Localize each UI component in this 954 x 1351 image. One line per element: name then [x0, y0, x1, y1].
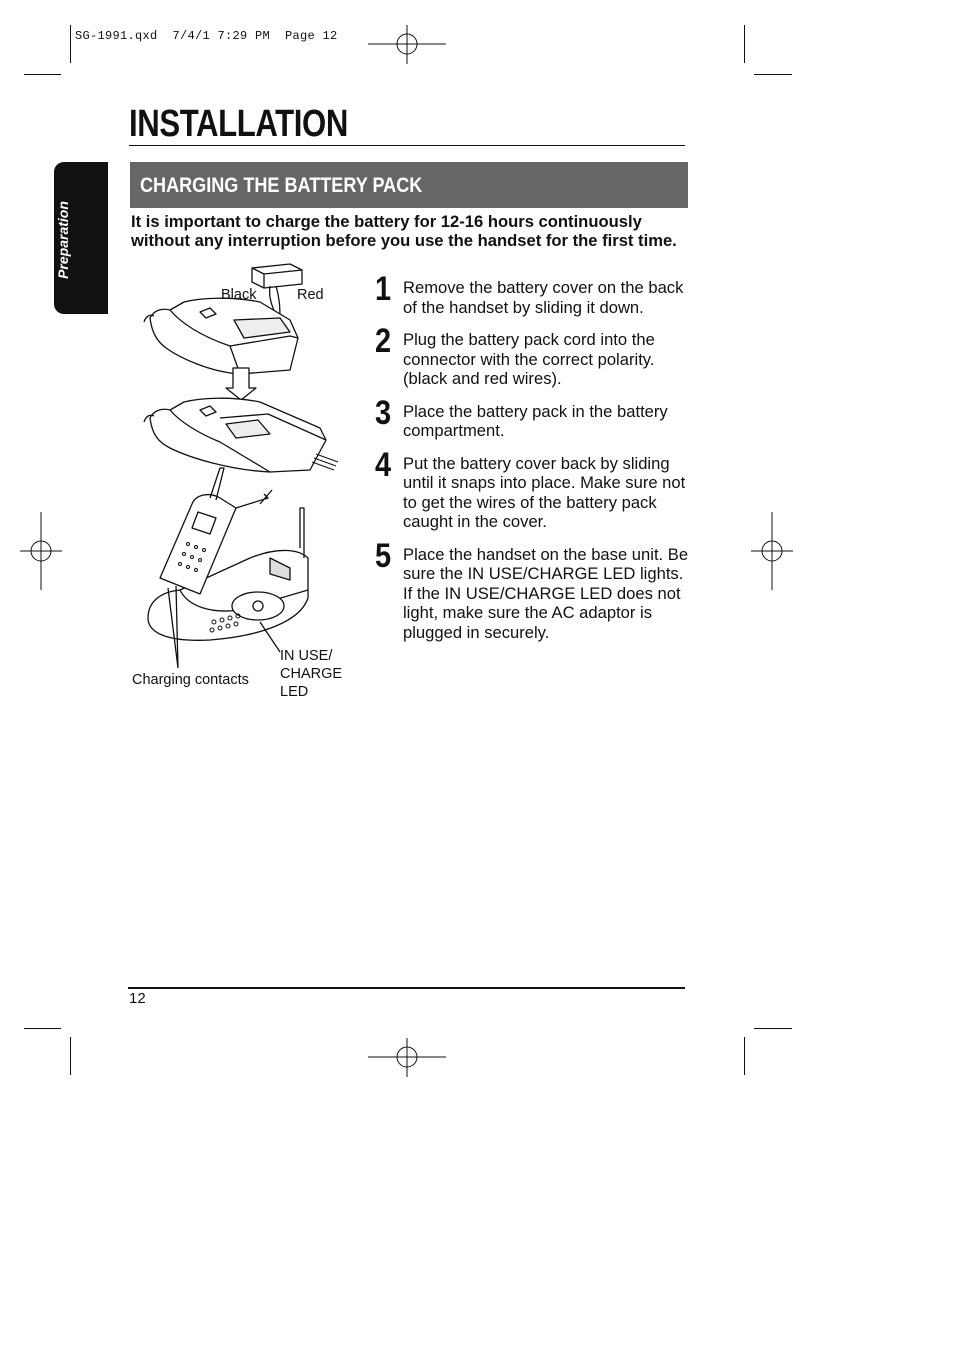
step-number: 2	[375, 322, 392, 360]
label-red-wire: Red	[297, 287, 324, 303]
step-item	[375, 393, 695, 441]
page-number: 12	[129, 990, 146, 1007]
step-number: 1	[375, 270, 392, 308]
title-rule	[129, 145, 685, 146]
step-number: 3	[375, 393, 392, 432]
page-title: INSTALLATION	[129, 103, 348, 145]
registration-mark-bottom	[368, 1038, 448, 1078]
label-led-line-3: LED	[280, 684, 309, 700]
step-item	[375, 536, 695, 643]
step-item	[375, 270, 695, 317]
label-led-line-1: IN USE/	[280, 648, 333, 664]
step-text: Put the battery cover back by sliding until it snaps into place. Make sure not to get the wires of the battery pack caught in the cover.	[403, 453, 686, 531]
step-list	[375, 270, 695, 655]
section-title: CHARGING THE BATTERY PACK	[140, 174, 423, 197]
label-led-line-2: CHARGE	[280, 666, 343, 682]
file-slug: SG-1991.qxd 7/4/1 7:29 PM Page 12	[75, 29, 338, 43]
registration-mark-left	[20, 512, 64, 592]
battery-installation-illustration	[140, 258, 350, 678]
label-charging-contacts: Charging contacts	[132, 672, 249, 688]
step-text-note: If the IN USE/CHARGE LED does not light, make sure the AC adaptor is plugged in securely.	[403, 583, 681, 642]
registration-mark-top	[368, 25, 448, 65]
step-text: Plug the battery pack cord into the connector with the correct polarity. (black and red wires).	[403, 330, 655, 388]
intro-text: It is important to charge the battery for 12-16 hours continuously without any interruption before you use the handset for the first time.	[131, 212, 677, 250]
footer-rule	[128, 987, 685, 989]
step-number: 5	[375, 536, 392, 575]
step-item	[375, 322, 695, 389]
step-text: Place the handset on the base unit. Be sure the IN USE/CHARGE LED lights.	[403, 544, 689, 583]
registration-mark-right	[751, 512, 795, 592]
side-tab-label: Preparation	[55, 201, 71, 279]
step-text: Remove the battery cover on the back of the handset by sliding it down.	[403, 278, 684, 317]
step-item	[375, 445, 695, 532]
label-black-wire: Black	[221, 287, 257, 303]
step-number: 4	[375, 445, 392, 484]
step-text: Place the battery pack in the battery compartment.	[403, 401, 668, 440]
